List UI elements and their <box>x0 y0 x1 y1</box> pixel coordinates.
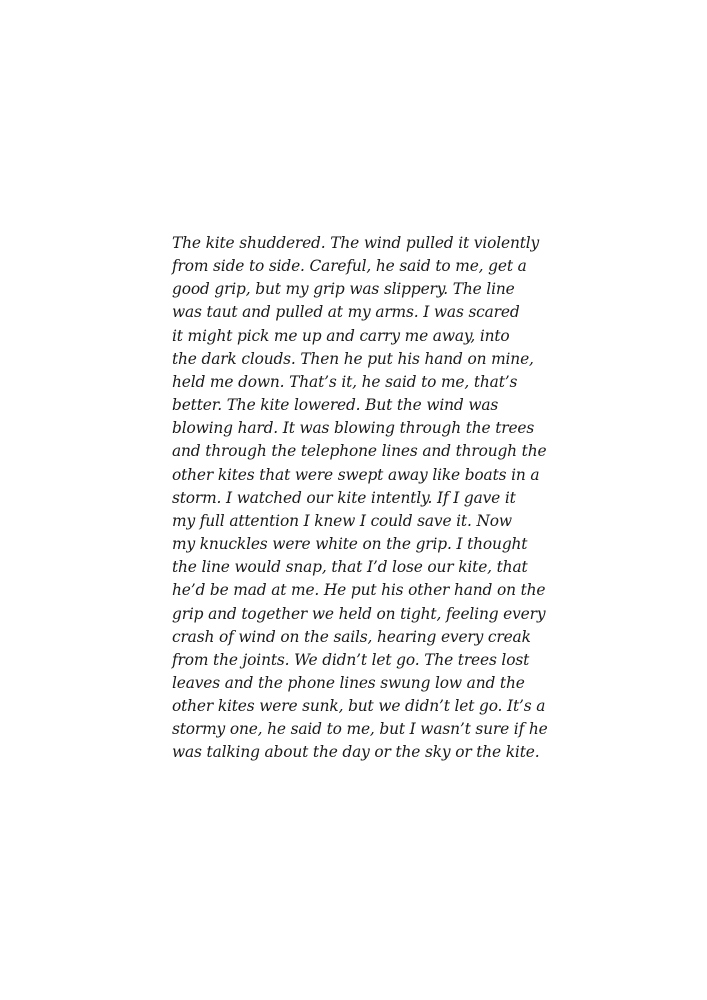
prose-paragraph <box>172 232 552 765</box>
text-line: storm. I watched our kite intently. If I gave it <box>172 488 516 507</box>
text-line: and through the telephone lines and through the <box>172 442 547 461</box>
text-line: he’d be mad at me. He put his other hand on the <box>172 581 546 600</box>
text-line: my full attention I knew I could save it. Now <box>172 511 512 530</box>
text-line: was taut and pulled at my arms. I was scared <box>172 303 520 322</box>
text-line: good grip, but my grip was slippery. The line <box>172 280 515 299</box>
text-line: from the joints. We didn’t let go. The trees lost <box>172 650 530 669</box>
text-line: blowing hard. It was blowing through the trees <box>172 419 535 438</box>
text-line: other kites were sunk, but we didn’t let go. It’s a <box>172 697 546 716</box>
text-line: stormy one, he said to me, but I wasn’t sure if he <box>172 720 548 739</box>
text-line: was talking about the day or the sky or the kite. <box>172 743 540 762</box>
text-line: grip and together we held on tight, feeling every <box>172 604 546 623</box>
text-line: held me down. That’s it, he said to me, that’s <box>172 372 518 391</box>
text-line: better. The kite lowered. But the wind was <box>172 396 499 415</box>
text-line: from side to side. Careful, he said to me, get a <box>172 257 527 276</box>
text-line: The kite shuddered. The wind pulled it violently <box>172 234 540 252</box>
text-line: the line would snap, that I’d lose our kite, that <box>172 558 528 577</box>
text-line: other kites that were swept away like boats in a <box>172 465 540 484</box>
text-line: leaves and the phone lines swung low and the <box>172 673 525 692</box>
text-line: it might pick me up and carry me away, into <box>172 326 510 345</box>
text-line: crash of wind on the sails, hearing every creak <box>172 627 531 646</box>
text-line: my knuckles were white on the grip. I thought <box>172 535 528 554</box>
text-line: the dark clouds. Then he put his hand on mine, <box>172 349 534 368</box>
